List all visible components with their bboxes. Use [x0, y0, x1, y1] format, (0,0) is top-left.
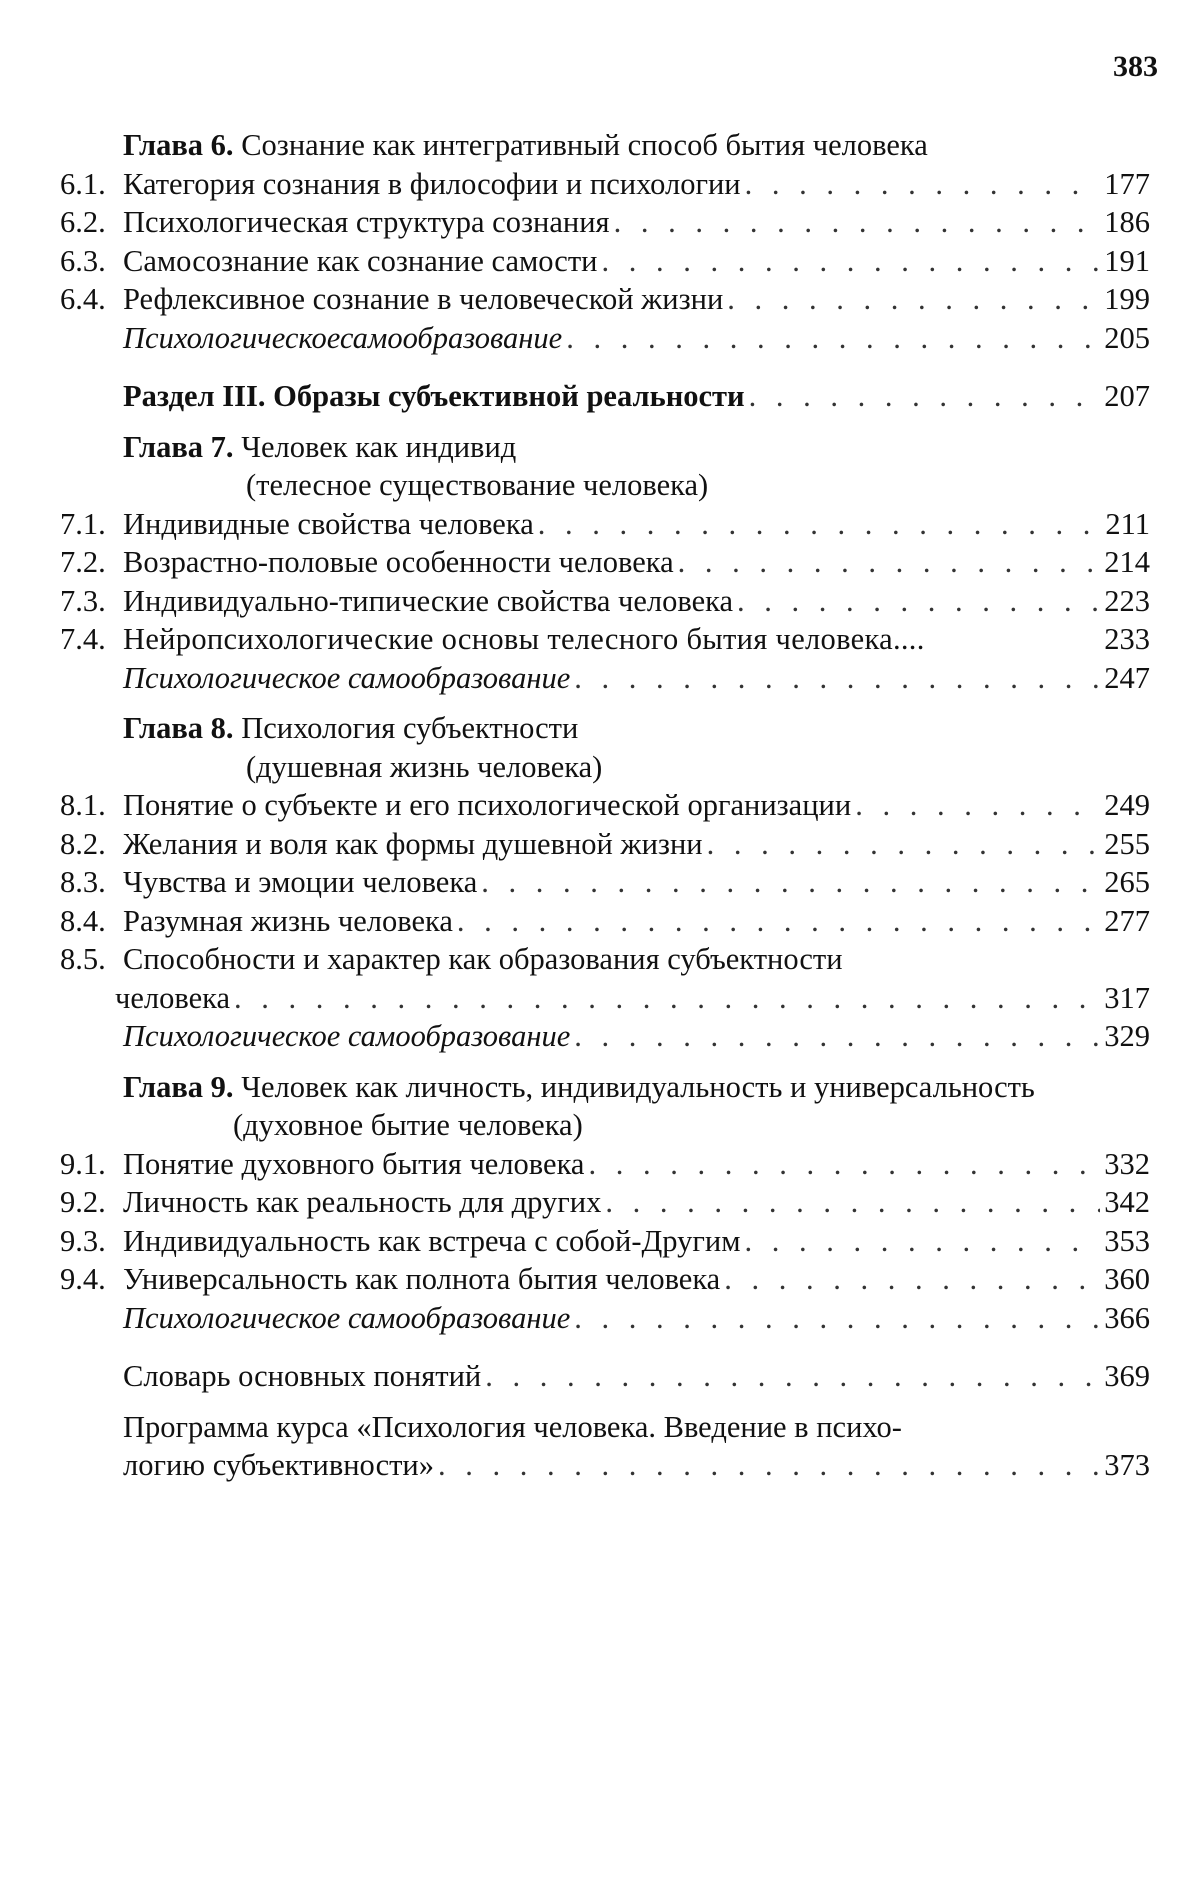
toc-entry-6-3[interactable] — [60, 242, 1150, 281]
dot-leader — [457, 902, 1100, 941]
entry-page: 249 — [1104, 788, 1150, 822]
entry-title: Психологическое самообразование — [123, 660, 571, 695]
chapter-9-heading — [60, 1068, 1150, 1145]
entry-title: Психологическоесамообразование — [123, 320, 563, 355]
chapter-8-heading — [60, 709, 1150, 786]
entry-page: 255 — [1104, 826, 1150, 861]
chapter-9-subtitle: (духовное бытие человека) — [233, 1108, 583, 1142]
dot-leader — [737, 582, 1100, 621]
dot-leader — [678, 543, 1101, 582]
chapter-7-heading — [60, 428, 1150, 505]
chapter-8-label: Глава 8. — [123, 711, 234, 745]
entry-page: 332 — [1104, 1146, 1150, 1181]
entry-number: 6.4. — [60, 282, 106, 316]
entry-title: Индивидуальность как встреча с собой-Другим — [123, 1223, 741, 1258]
dot-leader — [485, 1357, 1100, 1396]
entry-number: 6.3. — [60, 243, 106, 278]
toc-entry-6-2[interactable] — [60, 203, 1150, 242]
toc-entry-7-2[interactable] — [60, 543, 1150, 582]
toc-entry-9-self-education[interactable] — [60, 1299, 1150, 1338]
page-number: 383 — [1113, 50, 1158, 83]
chapter-8-title: Психология субъектности — [241, 711, 579, 745]
chapter-8-subtitle: (душевная жизнь человека) — [246, 749, 603, 784]
entry-page: 369 — [1104, 1359, 1150, 1393]
dot-leader — [601, 242, 1100, 281]
entry-number: 8.3. — [60, 865, 106, 899]
dot-leader — [745, 165, 1101, 204]
entry-page: 366 — [1104, 1300, 1150, 1335]
entry-page: 211 — [1105, 506, 1150, 541]
dot-leader — [749, 377, 1101, 416]
dot-leader — [574, 1299, 1100, 1338]
entry-page: 277 — [1104, 903, 1150, 938]
entry-page: 177 — [1104, 166, 1150, 201]
entry-number: 9.2. — [60, 1185, 106, 1219]
dot-leader — [538, 505, 1102, 544]
toc-entry-glossary[interactable] — [60, 1357, 1150, 1396]
entry-page: 223 — [1104, 583, 1150, 618]
toc-entry-8-4[interactable] — [60, 902, 1150, 941]
toc-entry-program[interactable] — [60, 1408, 1150, 1447]
toc-entry-9-1[interactable] — [60, 1145, 1150, 1184]
entry-page: 373 — [1104, 1448, 1150, 1482]
entry-number: 7.3. — [60, 583, 106, 618]
dot-leader — [745, 1222, 1101, 1261]
entry-page: 317 — [1104, 980, 1150, 1015]
entry-number: 8.4. — [60, 903, 106, 938]
entry-title: Самосознание как сознание самости — [123, 243, 598, 278]
toc-entry-program-continued[interactable] — [60, 1446, 1150, 1485]
dot-leader — [574, 1017, 1100, 1056]
dot-leader — [727, 280, 1100, 319]
entry-title: Разумная жизнь человека — [123, 903, 453, 938]
entry-title: Психологическое самообразование — [123, 1300, 571, 1335]
toc-entry-8-3[interactable] — [60, 863, 1150, 902]
toc-entry-8-5[interactable] — [60, 940, 1150, 979]
entry-page: 233 — [1104, 622, 1150, 656]
entry-number: 9.1. — [60, 1146, 106, 1181]
chapter-6-heading — [60, 126, 1150, 165]
entry-page: 247 — [1104, 660, 1150, 695]
entry-title: Универсальность как полнота бытия человека — [123, 1262, 721, 1296]
chapter-7-label: Глава 7. — [123, 429, 234, 464]
toc-section-3[interactable] — [60, 377, 1150, 416]
entry-title: Индивидуально-типические свойства человека — [123, 583, 734, 618]
dot-leader — [234, 979, 1100, 1018]
toc-entry-7-4[interactable] — [60, 620, 1150, 659]
entry-number: 9.4. — [60, 1262, 106, 1296]
entry-number: 8.1. — [60, 788, 106, 822]
entry-title-line2: логию субъективности» — [123, 1448, 435, 1482]
dot-leader — [605, 1183, 1100, 1222]
entry-page: 205 — [1104, 320, 1150, 355]
entry-number: 7.1. — [60, 506, 106, 541]
entry-title: Психологическое самообразование — [123, 1019, 571, 1053]
entry-title: Возрастно-половые особенности человека — [123, 545, 674, 579]
entry-title: Личность как реальность для других — [123, 1185, 602, 1219]
dot-leader — [855, 786, 1100, 825]
entry-title: Чувства и эмоции человека — [123, 865, 478, 899]
toc-entry-8-5-continued[interactable] — [60, 979, 1150, 1018]
toc-entry-6-self-education[interactable] — [60, 319, 1150, 358]
table-of-contents — [60, 126, 1150, 1485]
chapter-6-title: Сознание как интегративный способ бытия человека — [241, 128, 928, 162]
toc-entry-8-self-education[interactable] — [60, 1017, 1150, 1056]
chapter-6-label: Глава 6. — [123, 128, 234, 162]
toc-entry-9-2[interactable] — [60, 1183, 1150, 1222]
entry-title: Понятие духовного бытия человека — [123, 1146, 585, 1181]
entry-title-line1: Способности и характер как образования субъектности — [123, 942, 843, 976]
toc-entry-6-1[interactable] — [60, 165, 1150, 204]
toc-entry-7-1[interactable] — [60, 505, 1150, 544]
chapter-7-title: Человек как индивид — [241, 429, 517, 464]
dot-leader — [574, 659, 1100, 698]
dot-leader — [481, 863, 1100, 902]
toc-entry-7-self-education[interactable] — [60, 659, 1150, 698]
chapter-9-label: Глава 9. — [123, 1069, 234, 1104]
entry-page: 186 — [1104, 205, 1150, 239]
entry-title: Понятие о субъекте и его психологической организации — [123, 788, 852, 822]
entry-page: 360 — [1104, 1262, 1150, 1296]
entry-number: 6.2. — [60, 205, 106, 239]
entry-title: Рефлексивное сознание в человеческой жизни — [123, 282, 724, 316]
entry-title: Категория сознания в философии и психологии — [123, 166, 741, 201]
toc-entry-9-4[interactable] — [60, 1260, 1150, 1299]
entry-page: 191 — [1104, 243, 1150, 278]
toc-entry-8-2[interactable] — [60, 825, 1150, 864]
entry-title: Желания и воля как формы душевной жизни — [123, 826, 703, 861]
entry-title-line1: Программа курса «Психология человека. Введение в психо- — [123, 1409, 902, 1444]
entry-page: 214 — [1104, 545, 1150, 579]
dot-leader — [614, 203, 1101, 242]
entry-number: 6.1. — [60, 166, 106, 201]
toc-entry-7-3[interactable] — [60, 582, 1150, 621]
entry-title: Индивидные свойства человека — [123, 506, 534, 541]
entry-page: 353 — [1104, 1223, 1150, 1258]
section-title: Раздел III. Образы субъективной реальности — [123, 379, 745, 413]
entry-title-line2: человека — [115, 980, 231, 1015]
entry-page: 207 — [1104, 379, 1150, 413]
dot-leader — [588, 1145, 1100, 1184]
entry-title: Психологическая структура сознания — [123, 205, 610, 239]
toc-entry-6-4[interactable] — [60, 280, 1150, 319]
entry-number: 7.4. — [60, 622, 106, 656]
dot-leader — [707, 825, 1101, 864]
dot-leader — [438, 1446, 1100, 1485]
dot-leader — [566, 319, 1100, 358]
entry-page: 265 — [1104, 865, 1150, 899]
toc-entry-8-1[interactable] — [60, 786, 1150, 825]
entry-page: 342 — [1104, 1185, 1150, 1219]
dot-leader — [724, 1260, 1100, 1299]
entry-number: 8.5. — [60, 942, 106, 976]
toc-entry-9-3[interactable] — [60, 1222, 1150, 1261]
entry-title: Словарь основных понятий — [123, 1359, 482, 1393]
entry-page: 329 — [1104, 1019, 1150, 1053]
entry-number: 9.3. — [60, 1223, 106, 1258]
entry-number: 7.2. — [60, 545, 106, 579]
chapter-9-title: Человек как личность, индивидуальность и универсальность — [241, 1069, 1035, 1104]
entry-page: 199 — [1104, 282, 1150, 316]
entry-title: Нейропсихологические основы телесного бытия человека.... — [123, 622, 925, 656]
chapter-7-subtitle: (телесное существование человека) — [246, 468, 709, 502]
entry-number: 8.2. — [60, 826, 106, 861]
